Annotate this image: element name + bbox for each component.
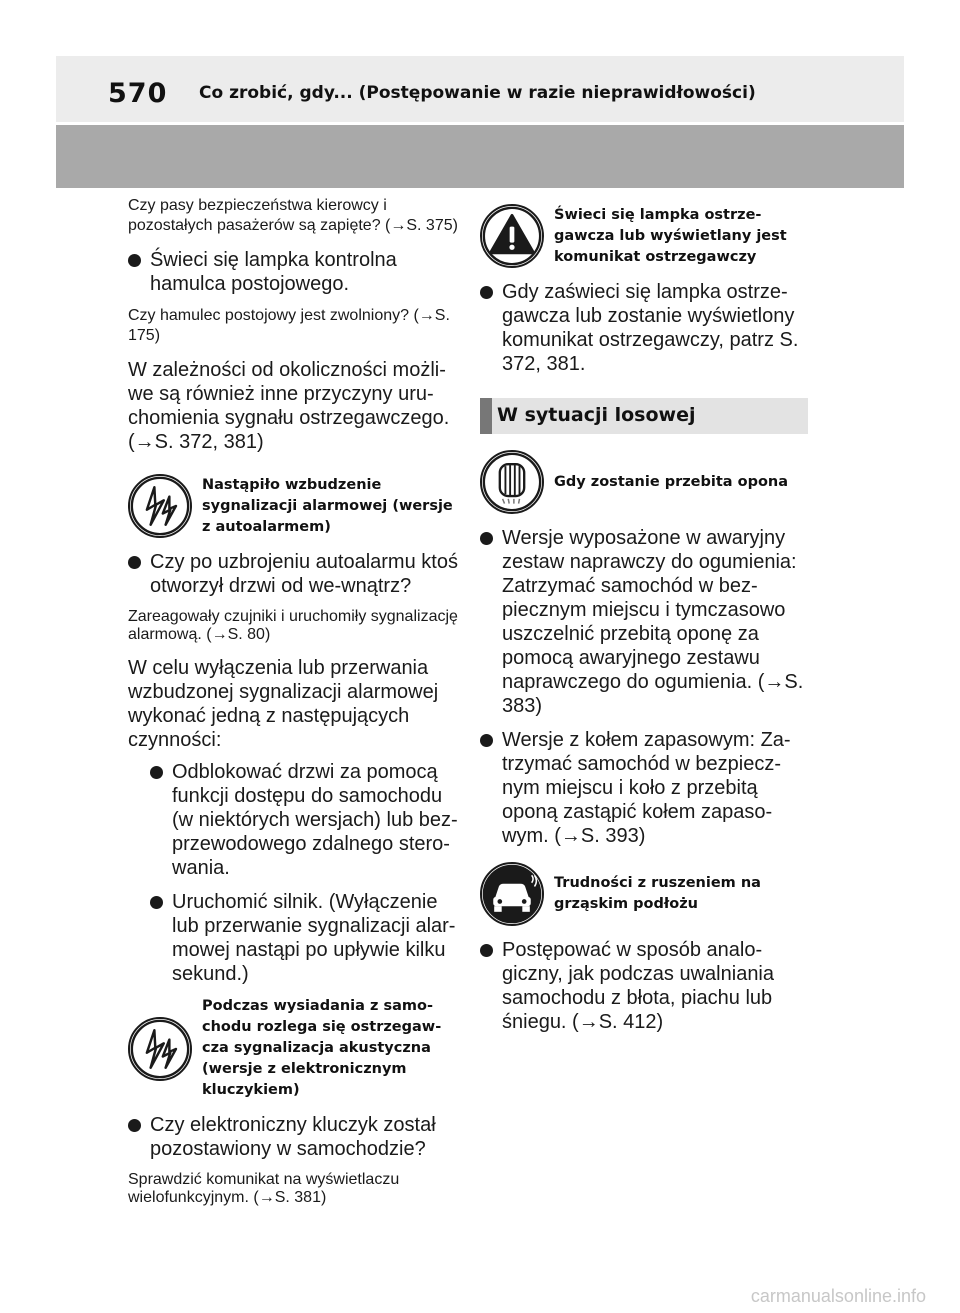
sub-bullet-unlock: Odblokować drzwi za pomocą funkcji dostępu do samochodu (w niektórych wersjach) lub bez-przewodowego zdalnego stero-wania. [150, 760, 460, 880]
warning-block [480, 204, 808, 268]
alarm-block [128, 474, 460, 538]
left-column [128, 196, 460, 1219]
alarm-label: Nastąpiło wzbudzenie sygnalizacji alarmowej (wersje z autoalarmem) [202, 476, 453, 535]
alarm-sensor-note: Zareagowały czujniki i uruchomiły sygnalizację alarmową. (→S. 80) [128, 608, 458, 643]
section-heading-text: W sytuacji losowej [497, 404, 696, 426]
stuck-block [480, 862, 808, 926]
buzzer-block [128, 996, 460, 1101]
stuck-car-icon [480, 862, 544, 926]
sub-bullet-engine: Uruchomić silnik. (Wyłączenie lub przerwanie sygnalizacji alar-mowej nastąpi po upływie kilku sekund.) [150, 890, 460, 986]
alarm-sub-bullets [128, 760, 460, 986]
bullet-alarm-door: Czy po uzbrojeniu autoalarmu ktoś otworzył drzwi od we-wnątrz? [128, 550, 460, 598]
exclamation-triangle-icon [480, 204, 544, 268]
bullet-warning-light: Gdy zaświeci się lampka ostrze-gawcza lub zostanie wyświetlony komunikat ostrzegawczy, patrz S. 372, 381. [480, 280, 808, 376]
header-band [56, 125, 904, 188]
watermark: carmanualsonline.info [750, 1286, 926, 1306]
alarm-lightning-icon [128, 474, 192, 538]
tire-block [480, 450, 808, 514]
flat-tire-icon [480, 450, 544, 514]
parking-brake-note: Czy hamulec postojowy jest zwolniony? (→S. 175) [128, 307, 450, 344]
buzzer-label: Podczas wysiadania z samo-chodu rozlega się ostrzegaw-cza sygnalizacja akustyczna (wersje z elektronicznym kluczykiem) [202, 998, 442, 1098]
seatbelt-note: Czy pasy bezpieczeństwa kierowcy i pozostałych pasażerów są zapięte? (→S. 375) [128, 197, 458, 234]
bullet-stuck: Postępować w sposób analo-giczny, jak podczas uwalniania samochodu z błota, piachu lub śniegu. (→S. 412) [480, 938, 808, 1034]
other-causes-text: W zależności od okoliczności możli-we są również inne przyczyny uru-chomienia sygnału ostrzegawczego. (→S. 372, 381) [128, 359, 450, 453]
bullet-tire-kit: Wersje wyposażone w awaryjny zestaw naprawczy do ogumienia: Zatrzymać samochód w bez-piecznym miejscu i tymczasowo uszczelnić przebitą oponę za pomocą awaryjnego zestawu naprawczego do ogumienia. (→S. 383) [480, 526, 808, 718]
alarm-instructions: W celu wyłączenia lub przerwania wzbudzonej sygnalizacji alarmowej wykonać jedną z następujących czynności: [128, 657, 439, 751]
bullet-spare-wheel: Wersje z kołem zapasowym: Za-trzymać samochód w bezpiecz-nym miejscu i koło z przebitą oponą zastąpić kołem zapaso-wym. (→S. 393) [480, 728, 808, 848]
page-number: 570 [108, 78, 168, 109]
stuck-label: Trudności z ruszeniem na grząskim podłożu [554, 875, 761, 912]
bullet-key-left: Czy elektroniczny kluczyk został pozostawiony w samochodzie? [128, 1113, 460, 1161]
bullet-parking-brake: Świeci się lampka kontrolna hamulca postojowego. [128, 248, 460, 296]
section-heading [480, 398, 808, 434]
right-column [480, 196, 808, 1044]
page-header [56, 56, 904, 122]
header-title: Co zrobić, gdy... (Postępowanie w razie nieprawidłowości) [199, 83, 756, 103]
buzzer-lightning-icon [128, 1017, 192, 1081]
key-display-note: Sprawdzić komunikat na wyświetlaczu wielofunkcyjnym. (→S. 381) [128, 1171, 400, 1206]
tire-label: Gdy zostanie przebita opona [554, 473, 789, 490]
warning-label: Świeci się lampka ostrze-gawcza lub wyświetlany jest komunikat ostrzegawczy [554, 206, 787, 265]
